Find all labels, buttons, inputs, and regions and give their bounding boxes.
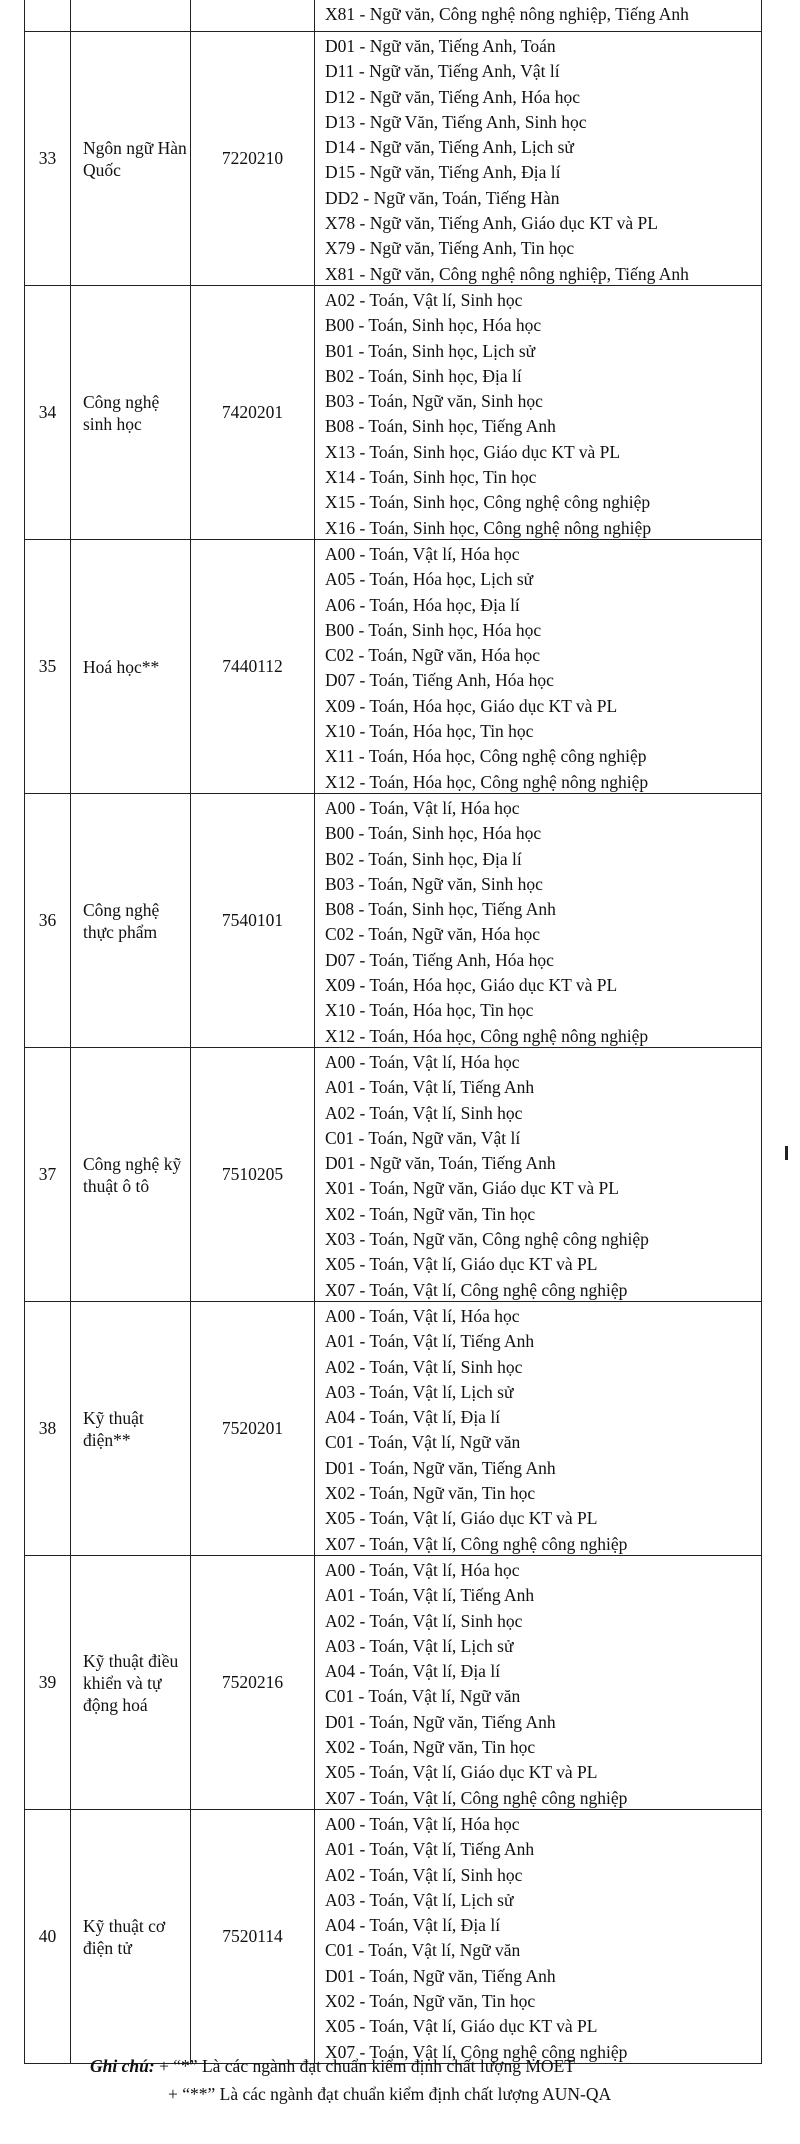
- combo-line: B00 - Toán, Sinh học, Hóa học: [325, 823, 542, 844]
- combo-line: A05 - Toán, Hóa học, Lịch sử: [325, 569, 534, 590]
- major-name: Hoá học**: [83, 656, 160, 677]
- note-text-2: + “**” Là các ngành đạt chuẩn kiểm định chất lượng AUN-QA: [168, 2084, 612, 2104]
- combo-line: C02 - Toán, Ngữ văn, Hóa học: [325, 645, 540, 666]
- combo-line: D15 - Ngữ văn, Tiếng Anh, Địa lí: [325, 162, 561, 183]
- table-row: [24, 794, 762, 1048]
- stt-cell: 40: [25, 1810, 71, 2063]
- combo-line: X13 - Toán, Sinh học, Giáo dục KT và PL: [325, 441, 621, 462]
- combos-cell: [315, 32, 761, 285]
- table-row: [24, 32, 762, 286]
- combo-line: A04 - Toán, Vật lí, Địa lí: [325, 1915, 501, 1936]
- major-name-cell: [71, 32, 191, 285]
- stt-cell: 35: [25, 540, 71, 793]
- combo-line: D01 - Toán, Ngữ văn, Tiếng Anh: [325, 1711, 556, 1732]
- major-name-cell: [71, 1556, 191, 1809]
- combo-line: B00 - Toán, Sinh học, Hóa học: [325, 619, 542, 640]
- combo-line: X16 - Toán, Sinh học, Công nghệ nông nghiệp: [325, 517, 652, 538]
- combo-line: A06 - Toán, Hóa học, Địa lí: [325, 594, 520, 615]
- combo-line: D01 - Ngữ văn, Tiếng Anh, Toán: [325, 36, 556, 56]
- stt-cell: 33: [25, 32, 71, 285]
- combo-line: A02 - Toán, Vật lí, Sinh học: [325, 1356, 523, 1377]
- combo-line: X07 - Toán, Vật lí, Công nghệ công nghiệp: [325, 1533, 628, 1554]
- stt-cell: 34: [25, 286, 71, 539]
- table-row: [24, 286, 762, 540]
- combo-line: B02 - Toán, Sinh học, Địa lí: [325, 848, 522, 869]
- combo-line: A03 - Toán, Vật lí, Lịch sử: [325, 1889, 514, 1910]
- combo-line: D11 - Ngữ văn, Tiếng Anh, Vật lí: [325, 61, 560, 82]
- combo-line: X12 - Toán, Hóa học, Công nghệ nông nghiệp: [325, 771, 649, 792]
- combo-line: X07 - Toán, Vật lí, Công nghệ công nghiệp: [325, 1279, 628, 1300]
- combos-cell: [315, 1302, 761, 1555]
- combos-cell: [315, 794, 761, 1047]
- combo-line: D01 - Toán, Ngữ văn, Tiếng Anh: [325, 1965, 556, 1986]
- combo-line: X05 - Toán, Vật lí, Giáo dục KT và PL: [325, 1508, 598, 1529]
- combo-line: C01 - Toán, Vật lí, Ngữ văn: [325, 1940, 521, 1961]
- table-row: [24, 1556, 762, 1810]
- combo-line: A02 - Toán, Vật lí, Sinh học: [325, 1610, 523, 1631]
- major-code-cell: 7220210: [191, 32, 315, 285]
- combo-line: B00 - Toán, Sinh học, Hóa học: [325, 315, 542, 336]
- combo-line: A04 - Toán, Vật lí, Địa lí: [325, 1407, 501, 1428]
- combo-line: X81 - Ngữ văn, Công nghệ nông nghiệp, Tiếng Anh: [325, 4, 689, 24]
- major-name-cell: [71, 0, 191, 31]
- combo-line: X03 - Toán, Ngữ văn, Công nghệ công nghiệp: [325, 1229, 649, 1250]
- major-name-cell: [71, 540, 191, 793]
- major-code-cell: 7520216: [191, 1556, 315, 1809]
- major-code-cell: 7440112: [191, 540, 315, 793]
- major-name: Kỹ thuật cơ điện tử: [83, 1915, 166, 1958]
- combo-line: X11 - Toán, Hóa học, Công nghệ công nghiệp: [325, 746, 647, 767]
- stt-cell: 37: [25, 1048, 71, 1301]
- combo-line: X81 - Ngữ văn, Công nghệ nông nghiệp, Tiếng Anh: [325, 263, 689, 284]
- combos-cell: [315, 1810, 761, 2063]
- combo-line: D13 - Ngữ Văn, Tiếng Anh, Sinh học: [325, 111, 587, 132]
- combo-line: A00 - Toán, Vật lí, Hóa học: [325, 1814, 520, 1834]
- stt-cell: 39: [25, 1556, 71, 1809]
- note-line-2: [90, 2080, 611, 2108]
- combo-line: DD2 - Ngữ văn, Toán, Tiếng Hàn: [325, 187, 560, 208]
- notes: [90, 2052, 611, 2108]
- notes-label: Ghi chú:: [90, 2056, 155, 2076]
- combo-line: D14 - Ngữ văn, Tiếng Anh, Lịch sử: [325, 137, 574, 158]
- combo-line: X02 - Toán, Ngữ văn, Tin học: [325, 1991, 536, 2012]
- table-row: [24, 1048, 762, 1302]
- combo-line: X14 - Toán, Sinh học, Tin học: [325, 467, 537, 488]
- combo-line: X05 - Toán, Vật lí, Giáo dục KT và PL: [325, 2016, 598, 2037]
- combo-line: B01 - Toán, Sinh học, Lịch sử: [325, 340, 536, 361]
- major-name-cell: [71, 286, 191, 539]
- major-code-cell: 7520201: [191, 1302, 315, 1555]
- note-text-1: + “*” Là các ngành đạt chuẩn kiểm định chất lượng MOET: [159, 2056, 575, 2076]
- combo-line: A00 - Toán, Vật lí, Hóa học: [325, 1560, 520, 1580]
- major-code-cell: 7540101: [191, 794, 315, 1047]
- combo-line: X09 - Toán, Hóa học, Giáo dục KT và PL: [325, 975, 618, 996]
- combo-line: A00 - Toán, Vật lí, Hóa học: [325, 798, 520, 818]
- combo-line: X02 - Toán, Ngữ văn, Tin học: [325, 1203, 536, 1224]
- table-row-fragment: [24, 0, 762, 32]
- combo-line: A00 - Toán, Vật lí, Hóa học: [325, 1052, 520, 1072]
- combo-line: B03 - Toán, Ngữ văn, Sinh học: [325, 391, 543, 412]
- combo-line: X79 - Ngữ văn, Tiếng Anh, Tin học: [325, 238, 575, 259]
- major-code-cell: 7520114: [191, 1810, 315, 2063]
- combo-line: C01 - Toán, Vật lí, Ngữ văn: [325, 1686, 521, 1707]
- major-name: Công nghệ sinh học: [83, 391, 160, 434]
- combo-line: D01 - Toán, Ngữ văn, Tiếng Anh: [325, 1457, 556, 1478]
- major-name: Công nghệ kỹ thuật ô tô: [83, 1153, 182, 1196]
- combo-line: A01 - Toán, Vật lí, Tiếng Anh: [325, 1585, 535, 1606]
- combo-line: D07 - Toán, Tiếng Anh, Hóa học: [325, 949, 554, 970]
- combos-cell: [315, 540, 761, 793]
- combo-line: X10 - Toán, Hóa học, Tin học: [325, 721, 534, 742]
- combo-line: D01 - Ngữ văn, Toán, Tiếng Anh: [325, 1153, 556, 1174]
- combo-line: X01 - Toán, Ngữ văn, Giáo dục KT và PL: [325, 1178, 619, 1199]
- combo-line: A01 - Toán, Vật lí, Tiếng Anh: [325, 1331, 535, 1352]
- major-code-cell: [191, 0, 315, 31]
- combo-line: X02 - Toán, Ngữ văn, Tin học: [325, 1737, 536, 1758]
- major-code-cell: 7510205: [191, 1048, 315, 1301]
- combos-cell: [315, 1556, 761, 1809]
- combo-line: C02 - Toán, Ngữ văn, Hóa học: [325, 924, 540, 945]
- combo-line: X15 - Toán, Sinh học, Công nghệ công nghiệp: [325, 492, 651, 513]
- combo-line: A01 - Toán, Vật lí, Tiếng Anh: [325, 1839, 535, 1860]
- combo-line: B02 - Toán, Sinh học, Địa lí: [325, 365, 522, 386]
- table-row: [24, 1302, 762, 1556]
- combo-line: X05 - Toán, Vật lí, Giáo dục KT và PL: [325, 1762, 598, 1783]
- combo-line: C01 - Toán, Ngữ văn, Vật lí: [325, 1127, 521, 1148]
- margin-mark: [785, 1146, 788, 1160]
- combo-line: C01 - Toán, Vật lí, Ngữ văn: [325, 1432, 521, 1453]
- combo-line: A02 - Toán, Vật lí, Sinh học: [325, 1102, 523, 1123]
- combo-line: X09 - Toán, Hóa học, Giáo dục KT và PL: [325, 695, 618, 716]
- note-line-1: [90, 2052, 611, 2080]
- combos-cell: [315, 0, 761, 31]
- combo-line: B08 - Toán, Sinh học, Tiếng Anh: [325, 416, 556, 437]
- stt-cell: [25, 0, 71, 31]
- major-code-cell: 7420201: [191, 286, 315, 539]
- combo-line: A03 - Toán, Vật lí, Lịch sử: [325, 1635, 514, 1656]
- combo-line: A04 - Toán, Vật lí, Địa lí: [325, 1661, 501, 1682]
- combo-line: X05 - Toán, Vật lí, Giáo dục KT và PL: [325, 1254, 598, 1275]
- combo-line: A01 - Toán, Vật lí, Tiếng Anh: [325, 1077, 535, 1098]
- major-name: Kỹ thuật điều khiển và tự động hoá: [83, 1650, 179, 1715]
- combo-line: A00 - Toán, Vật lí, Hóa học: [325, 1306, 520, 1326]
- combo-line: A03 - Toán, Vật lí, Lịch sử: [325, 1381, 514, 1402]
- stt-cell: 38: [25, 1302, 71, 1555]
- table-row: [24, 540, 762, 794]
- combo-line: X07 - Toán, Vật lí, Công nghệ công nghiệp: [325, 2041, 628, 2062]
- table-row: [24, 1810, 762, 2064]
- combo-line: X10 - Toán, Hóa học, Tin học: [325, 1000, 534, 1021]
- combo-line: X07 - Toán, Vật lí, Công nghệ công nghiệp: [325, 1787, 628, 1808]
- combo-line: D12 - Ngữ văn, Tiếng Anh, Hóa học: [325, 86, 580, 107]
- major-name-cell: [71, 794, 191, 1047]
- major-name-cell: [71, 1810, 191, 2063]
- combos-cell: [315, 286, 761, 539]
- combo-line: D07 - Toán, Tiếng Anh, Hóa học: [325, 670, 554, 691]
- combo-line: X12 - Toán, Hóa học, Công nghệ nông nghiệp: [325, 1025, 649, 1046]
- combo-line: B08 - Toán, Sinh học, Tiếng Anh: [325, 899, 556, 920]
- combo-line: A02 - Toán, Vật lí, Sinh học: [325, 1864, 523, 1885]
- major-name: Công nghệ thực phẩm: [83, 899, 160, 942]
- major-name: Ngôn ngữ Hàn Quốc: [83, 137, 187, 180]
- major-name-cell: [71, 1048, 191, 1301]
- combo-line: B03 - Toán, Ngữ văn, Sinh học: [325, 873, 543, 894]
- combo-line: X02 - Toán, Ngữ văn, Tin học: [325, 1483, 536, 1504]
- combo-line: X78 - Ngữ văn, Tiếng Anh, Giáo dục KT và PL: [325, 213, 658, 234]
- combo-line: A00 - Toán, Vật lí, Hóa học: [325, 544, 520, 564]
- stt-cell: 36: [25, 794, 71, 1047]
- major-name: Kỹ thuật điện**: [83, 1407, 144, 1450]
- combos-cell: [315, 1048, 761, 1301]
- major-name-cell: [71, 1302, 191, 1555]
- combo-line: A02 - Toán, Vật lí, Sinh học: [325, 290, 523, 310]
